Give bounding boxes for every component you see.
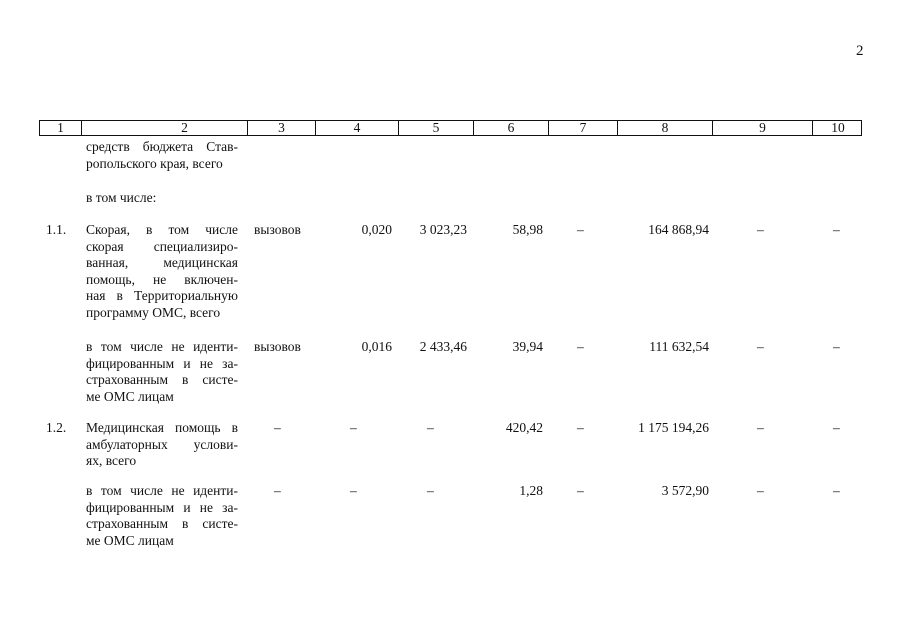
cell-col-8: 1 175 194,26 — [638, 420, 709, 435]
header-col-4: 4 — [315, 121, 398, 135]
desc-line: программу ОМС, всего — [86, 304, 221, 320]
desc-line: средств бюджета Став- — [86, 139, 238, 154]
row-description — [86, 483, 238, 549]
cell-col-6: 58,98 — [512, 222, 543, 237]
cell-unit: вызовов — [254, 222, 301, 237]
cell-col-6: 1,28 — [519, 483, 543, 498]
row-number: 1.2. — [46, 420, 67, 435]
header-col-6: 6 — [473, 121, 548, 135]
desc-line: скорая специализиро- — [86, 238, 238, 254]
header-col-7: 7 — [548, 121, 617, 135]
page-number: 2 — [856, 43, 864, 59]
cell-col-7: – — [577, 222, 584, 237]
cell-col-9: – — [757, 483, 764, 498]
cell-col-9: – — [757, 222, 764, 237]
cell-col-5: 2 433,46 — [419, 339, 467, 354]
row-description — [86, 339, 238, 405]
desc-line: Медицинская помощь в — [86, 420, 238, 435]
desc-line: ме ОМС лицам — [86, 532, 174, 548]
cell-col-9: – — [757, 420, 764, 435]
cell-col-8: 111 632,54 — [649, 339, 709, 354]
intro-description — [86, 139, 238, 172]
desc-line: в том числе не иденти- — [86, 483, 238, 498]
desc-line: фицированным и не за- — [86, 499, 238, 515]
desc-line: ях, всего — [86, 453, 137, 469]
desc-line: страхованным в систе- — [86, 516, 238, 532]
cell-col-4: 0,020 — [361, 222, 392, 237]
cell-unit: вызовов — [254, 339, 301, 354]
cell-col-6: 39,94 — [512, 339, 543, 354]
cell-col-10: – — [833, 222, 840, 237]
cell-col-7: – — [577, 420, 584, 435]
table-header — [39, 120, 862, 136]
cell-col-4: 0,016 — [361, 339, 392, 354]
cell-col-10: – — [833, 483, 840, 498]
desc-line: Скорая, в том числе — [86, 222, 238, 237]
desc-line: в том числе не иденти- — [86, 339, 238, 354]
cell-col-6: 420,42 — [505, 420, 543, 435]
cell-col-7: – — [577, 339, 584, 354]
header-col-8: 8 — [617, 121, 712, 135]
cell-col-5: – — [427, 420, 434, 435]
header-col-1: 1 — [57, 120, 64, 135]
cell-unit: – — [274, 483, 281, 498]
row-description — [86, 420, 238, 470]
desc-line: амбулаторных услови- — [86, 436, 238, 452]
desc-line: ванная, медицинская — [86, 255, 238, 271]
header-col-5: 5 — [398, 121, 473, 135]
header-col-2: 2 — [81, 121, 287, 135]
cell-col-8: 3 572,90 — [661, 483, 709, 498]
cell-col-5: 3 023,23 — [419, 222, 467, 237]
cell-col-8: 164 868,94 — [648, 222, 709, 237]
cell-col-7: – — [577, 483, 584, 498]
cell-unit: – — [274, 420, 281, 435]
desc-line: ме ОМС лицам — [86, 388, 174, 404]
desc-line: страхованным в систе- — [86, 372, 238, 388]
cell-col-10: – — [833, 339, 840, 354]
header-col-3: 3 — [247, 121, 315, 135]
cell-col-9: – — [757, 339, 764, 354]
cell-col-4: – — [350, 420, 357, 435]
header-col-9: 9 — [712, 121, 812, 135]
cell-col-4: – — [350, 483, 357, 498]
row-number: 1.1. — [46, 222, 67, 237]
desc-line: ная в Территориальную — [86, 288, 238, 304]
desc-line: ропольского края, всего — [86, 155, 223, 171]
row-description — [86, 222, 238, 322]
cell-col-10: – — [833, 420, 840, 435]
intro-sub: в том числе: — [86, 190, 157, 205]
desc-line: фицированным и не за- — [86, 355, 238, 371]
header-col-10: 10 — [812, 121, 863, 135]
desc-line: помощь, не включен- — [86, 271, 238, 287]
cell-col-5: – — [427, 483, 434, 498]
